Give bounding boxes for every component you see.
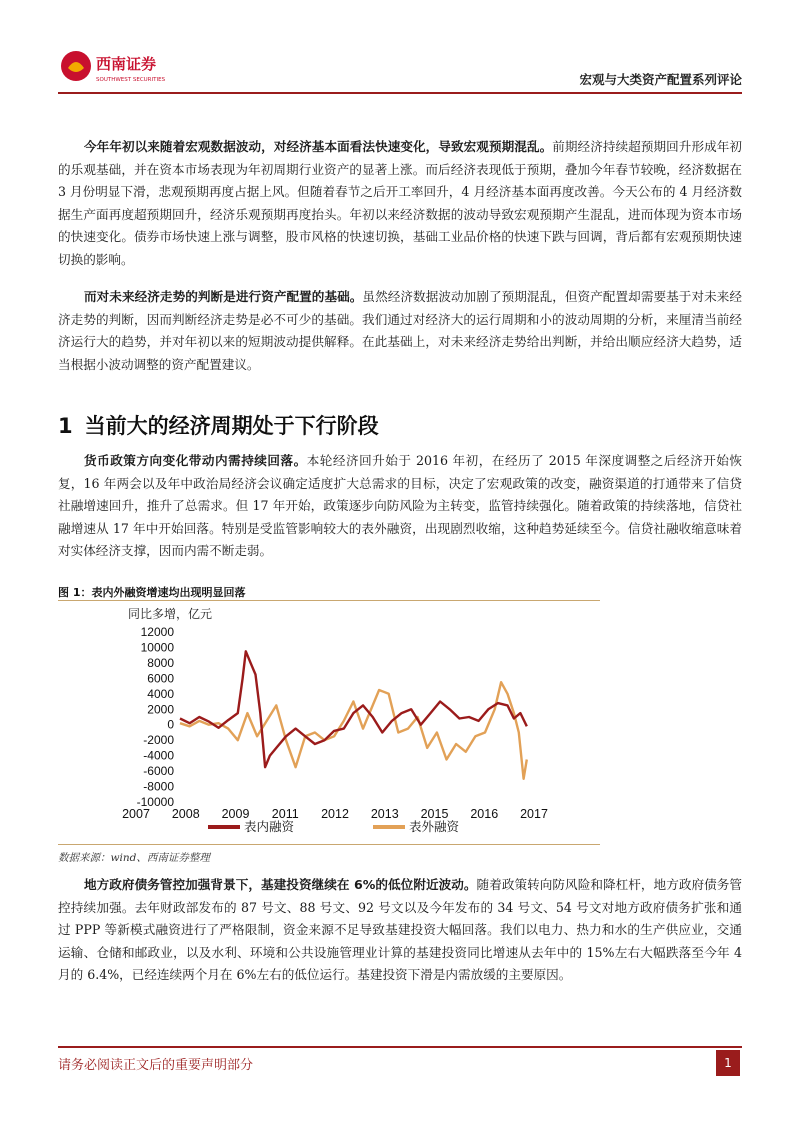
company-logo (58, 46, 198, 86)
chart-x-tick-label: 2016 (470, 807, 499, 821)
paragraph-monetary (58, 450, 742, 563)
chart-y-tick-label: 2000 (147, 702, 174, 717)
paragraph-intro (58, 136, 742, 271)
footer-divider (58, 1046, 742, 1048)
figure-bottom-rule (58, 844, 600, 845)
paragraph-intro-body: 前期经济持续超预期回升形成年初的乐观基础，并在资本市场表现为年初周期行业资产的显著上涨。而后经济表现低于预期，叠加今年春节较晚，经济数据在 3 月份明显下滑，悲观预期再度占据上风。但随着春节之后开工率回升，4 月经济基本面再度改善。今天公布的 4 月经济数据生产面再度超预期回升，经济乐观预期再度抬头。年初以来经济数据的波动导致宏观预期产生混乱，进而体现为资本市场的快速变化。债券市场快速上涨与调整，股市风格的快速切换，基础工业品价格的快速下跌与回调，背后都有宏观预期快速切换的影响。 (58, 139, 743, 267)
figure-title: 图 1：表内外融资增速均出现明显回落 (58, 586, 246, 599)
chart-y-tick-label: -6000 (143, 764, 174, 779)
paragraph-basis (58, 286, 742, 376)
paragraph-infrastructure (58, 874, 742, 987)
logo-subtext: SOUTHWEST SECURITIES (96, 77, 166, 83)
paragraph-intro-lead: 今年年初以来随着宏观数据波动，对经济基本面看法快速变化，导致宏观预期混乱。 (84, 139, 553, 154)
chart-y-tick-label: 12000 (140, 625, 174, 639)
chart-y-tick-label: 0 (167, 717, 174, 732)
page-number: 1 (716, 1050, 740, 1076)
section-number: 1 (58, 414, 73, 438)
chart-x-tick-label: 2013 (370, 807, 399, 821)
figure-source: 数据来源：wind、西南证券整理 (58, 852, 210, 864)
section-heading (58, 410, 379, 440)
chart-x-tick-label: 2009 (221, 807, 250, 821)
chart-legend-label: 表外融资 (409, 820, 460, 834)
chart-x-tick-label: 2017 (520, 807, 548, 821)
chart-y-tick-label: -4000 (143, 748, 174, 763)
chart-y-axis-label: 同比多增，亿元 (128, 607, 213, 621)
paragraph-infrastructure-body: 随着政策转向防风险和降杠杆，地方政府债务管控持续加强。去年财政部发布的 87 号文、88 号文、92 号文以及今年发布的 34 号文、54 号文对地方政府债务扩张和通过 PPP 等新模式融资进行了严格限制，资金来源不足导致基建投资大幅回落。我们以电力、热力和水的生产供应业，交通运输、仓储和邮政业，以及水利、环境和公共设施管理业计算的基建投资同比增速从去年中的 15%左右大幅跌落至今年 4 月的 6.4%，已经连续两个月在 6%左右的低位运行。基建投资下滑是内需放缓的主要原因。 (58, 877, 743, 982)
chart-y-tick-label: -8000 (143, 779, 174, 794)
report-series-title: 宏观与大类资产配置系列评论 (579, 72, 742, 87)
section-title-text: 当前大的经济周期处于下行阶段 (84, 414, 379, 438)
chart-y-tick-label: 6000 (147, 671, 174, 686)
logo-text: 西南证券 (96, 55, 157, 73)
chart-x-tick-label: 2011 (271, 807, 299, 821)
paragraph-infrastructure-lead: 地方政府债务管控加强背景下，基建投资继续在 6%的低位附近波动。 (84, 877, 477, 892)
chart-legend-label: 表内融资 (244, 820, 295, 834)
figure-top-rule (58, 600, 600, 601)
chart-x-tick-label: 2007 (122, 807, 150, 821)
paragraph-basis-body: 虽然经济数据波动加剧了预期混乱，但资产配置却需要基于对未来经济走势的判断，因而判断经济走势是必不可少的基础。我们通过对经济大的运行周期和小的波动周期的分析，来厘清当前经济运行大的趋势，并对年初以来的短期波动提供解释。在此基础上，对未来经济走势给出判断，并给出顺应经济大趋势，适当根据小波动调整的资产配置建议。 (58, 289, 743, 372)
financing-chart (118, 604, 548, 842)
chart-y-tick-label: 4000 (147, 686, 174, 701)
paragraph-monetary-body: 本轮经济回升始于 2016 年初，在经历了 2015 年深度调整之后经济开始恢复，16 年两会以及年中政治局经济会议确定适度扩大总需求的目标，决定了宏观政策的改变，融资渠道的打通带来了信贷社融增速回升，推升了总需求。但 17 年开始，政策逐步向防风险为主转变，监管持续强化。随着政策的持续落地，信贷社融增速从 17 年中开始回落。特别是受监管影响较大的表外融资，出现剧烈收缩，这种趋势延续至今。信贷社融收缩意味着对实体经济支撑，因而内需不断走弱。 (58, 453, 742, 558)
chart-series-line-on-balance (180, 651, 527, 767)
chart-x-tick-label: 2015 (420, 807, 449, 821)
chart-y-tick-label: -10000 (136, 795, 174, 809)
chart-x-tick-label: 2008 (171, 807, 200, 821)
chart-series-line-off-balance (180, 682, 527, 779)
chart-x-tick-label: 2012 (321, 807, 349, 821)
paragraph-basis-lead: 而对未来经济走势的判断是进行资产配置的基础。 (84, 289, 363, 304)
footer-notice: 请务必阅读正文后的重要声明部分 (58, 1058, 254, 1073)
header-divider (58, 92, 742, 94)
paragraph-monetary-lead: 货币政策方向变化带动内需持续回落。 (84, 453, 307, 468)
chart-y-tick-label: 8000 (147, 655, 174, 670)
chart-y-tick-label: -2000 (143, 733, 174, 748)
chart-y-tick-label: 10000 (140, 640, 174, 655)
